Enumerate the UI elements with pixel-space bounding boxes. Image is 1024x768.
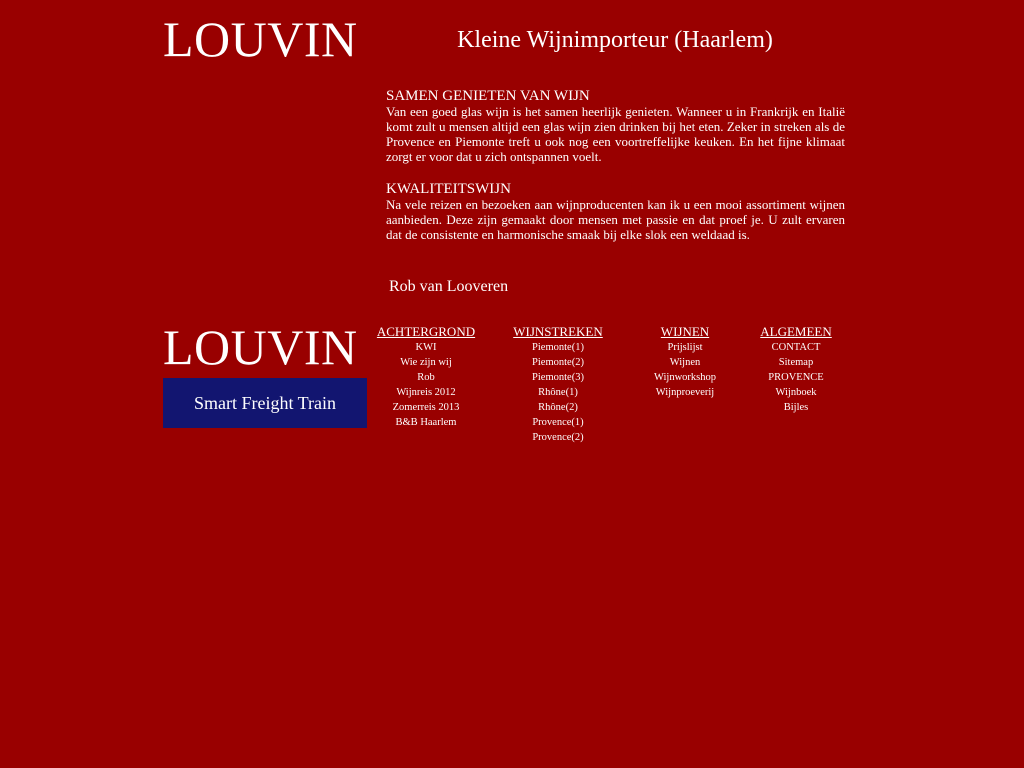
- nav-link[interactable]: Wijnworkshop: [654, 372, 716, 383]
- section-body: Van een goed glas wijn is het samen heerlijk genieten. Wanneer u in Frankrijk en Italië komt zult u mensen altijd een glas wijn zien drinken bij het eten. Zeker in streken als de Provence en Piemonte treft u ook nog een voortreffelijke keuken. En het fijne klimaat zorgt er voor dat u zich ontspannen voelt.: [386, 104, 845, 164]
- nav-column-algemeen: [741, 324, 851, 415]
- section-title: KWALITEITSWIJN: [386, 181, 511, 197]
- nav-link[interactable]: Provence(1): [532, 417, 584, 428]
- footer-logo[interactable]: LOUVIN: [163, 319, 358, 375]
- nav-link[interactable]: Wijnen: [669, 357, 701, 368]
- nav-link[interactable]: Piemonte(1): [532, 342, 584, 353]
- content-section: [386, 88, 845, 164]
- nav-link[interactable]: Sitemap: [778, 357, 814, 368]
- nav-heading-link[interactable]: WIJNEN: [660, 324, 710, 339]
- nav-link[interactable]: Wijnproeverij: [655, 387, 715, 398]
- site-logo[interactable]: LOUVIN: [163, 11, 358, 67]
- signature: Rob van Looveren: [389, 278, 509, 295]
- nav-link[interactable]: Prijslijst: [667, 342, 703, 353]
- sponsor-label: Smart Freight Train: [193, 392, 336, 413]
- nav-link[interactable]: Rhône(1): [538, 387, 578, 398]
- nav-heading-link[interactable]: ACHTERGROND: [376, 324, 476, 339]
- nav-link[interactable]: PROVENCE: [768, 372, 824, 383]
- nav-link[interactable]: Provence(2): [532, 432, 584, 443]
- nav-link[interactable]: Rhône(2): [538, 402, 578, 413]
- sponsor-banner[interactable]: [163, 378, 367, 428]
- nav-link[interactable]: B&B Haarlem: [395, 417, 457, 428]
- nav-link[interactable]: Piemonte(3): [532, 372, 584, 383]
- nav-heading-link[interactable]: WIJNSTREKEN: [513, 324, 603, 339]
- nav-link[interactable]: Wie zijn wij: [400, 357, 452, 368]
- section-title: SAMEN GENIETEN VAN WIJN: [386, 88, 590, 104]
- content-section: [386, 181, 845, 242]
- nav-link[interactable]: Zomerreis 2013: [392, 402, 460, 413]
- site-tagline: Kleine Wijnimporteur (Haarlem): [457, 27, 773, 53]
- nav-column-wijnstreken: [503, 324, 613, 445]
- nav-heading-link[interactable]: ALGEMEEN: [760, 324, 832, 339]
- section-body: Na vele reizen en bezoeken aan wijnproducenten kan ik u een mooi assortiment wijnen aanbieden. Deze zijn gemaakt door mensen met passie en dat proef je. U zult ervaren dat de consistente en harmonische smaak bij elke slok een weldaad is.: [386, 197, 845, 242]
- nav-link[interactable]: CONTACT: [771, 342, 821, 353]
- nav-link[interactable]: Bijles: [783, 402, 809, 413]
- nav-link[interactable]: Piemonte(2): [532, 357, 584, 368]
- nav-link[interactable]: Rob: [417, 372, 435, 383]
- nav-link[interactable]: KWI: [415, 342, 437, 353]
- nav-link[interactable]: Wijnreis 2012: [396, 387, 456, 398]
- nav-column-achtergrond: [371, 324, 481, 430]
- nav-link[interactable]: Wijnboek: [775, 387, 817, 398]
- nav-column-wijnen: [630, 324, 740, 400]
